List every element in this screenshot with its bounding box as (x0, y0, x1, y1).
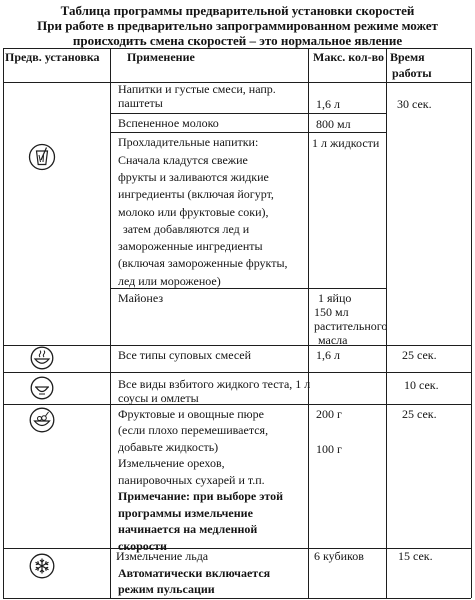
amount-cell: 200 г (316, 407, 342, 421)
snowflake-icon (29, 553, 55, 579)
time-cell: 15 сек. (398, 549, 433, 563)
amount-cell: 6 кубиков (314, 549, 364, 563)
batter-bowl-icon (30, 376, 54, 400)
header-max-amount: Макс. кол-во (313, 50, 384, 64)
amount-cell: 800 мл (316, 117, 351, 131)
table-right-border (471, 48, 472, 598)
column-divider (308, 48, 309, 598)
time-cell: 25 сек. (402, 407, 437, 421)
amount-cell: 1 яйцо 150 мл растительного масла (314, 291, 388, 347)
title-line: При работе в предварительно запрограммированном режиме может (37, 18, 438, 33)
application-cell: Фруктовые и овощные пюре (если плохо перемешивается, добавьте жидкость) Измельчение орехов, панировочных сухарей и т.п. Примечание: при выборе этой программы измельчение начинается на медленной скорости (118, 406, 284, 553)
application-cell: Прохладительные напитки: Сначала кладутся свежие фрукты и заливаются жидкие ингредиенты (включая йогурт, молоко или фруктовые соки), затем добавляются лед и замороженные ингредиенты (включая замороженные фрукты, лед или мороженое) (118, 135, 288, 288)
title-line: происходить смена скоростей – это нормальное явление (72, 33, 403, 48)
note-line: начинается на медленной (118, 522, 258, 537)
note-line: режим пульсации (118, 582, 215, 596)
header-preset: Предв. установка (5, 50, 100, 64)
amount-cell: 100 г (316, 442, 342, 456)
title-line: Таблица программы предварительной установки скоростей (60, 3, 415, 18)
application-cell: Майонез (118, 291, 164, 305)
table-bottom-border (3, 598, 471, 599)
header-application: Применение (127, 50, 195, 64)
application-cell: Все виды взбитого жидкого теста, 1 л соусы и омлеты (118, 377, 311, 405)
soup-icon (30, 346, 54, 370)
drink-icon (28, 143, 56, 171)
time-cell: 10 сек. (404, 378, 439, 392)
column-divider (110, 48, 111, 598)
application-cell: Измельчение льда Автоматически включается режим пульсации (116, 549, 271, 596)
note-line: Автоматически включается (118, 565, 271, 580)
application-cell: Вспененное молоко (118, 116, 219, 130)
amount-cell: 1,6 л (316, 97, 340, 111)
application-cell: Все типы суповых смесей (118, 348, 252, 362)
row-divider (3, 345, 471, 346)
amount-cell: 1,6 л (316, 348, 340, 362)
time-cell: 25 сек. (402, 348, 437, 362)
row-divider (110, 132, 386, 133)
table-title (0, 3, 475, 48)
table-left-border (3, 48, 4, 598)
amount-cell: 1 л жидкости (312, 136, 380, 150)
note-line: программы измельчение (118, 505, 253, 520)
header-time: Время работы (390, 50, 432, 80)
note-line: Примечание: при выборе этой (118, 489, 284, 504)
application-cell: Напитки и густые смеси, напр. паштеты (118, 82, 276, 110)
note-line: скорости (118, 538, 167, 553)
row-divider (3, 372, 471, 373)
time-cell: 30 сек. (397, 97, 432, 111)
puree-bowl-icon (29, 407, 55, 433)
row-divider (110, 113, 386, 114)
